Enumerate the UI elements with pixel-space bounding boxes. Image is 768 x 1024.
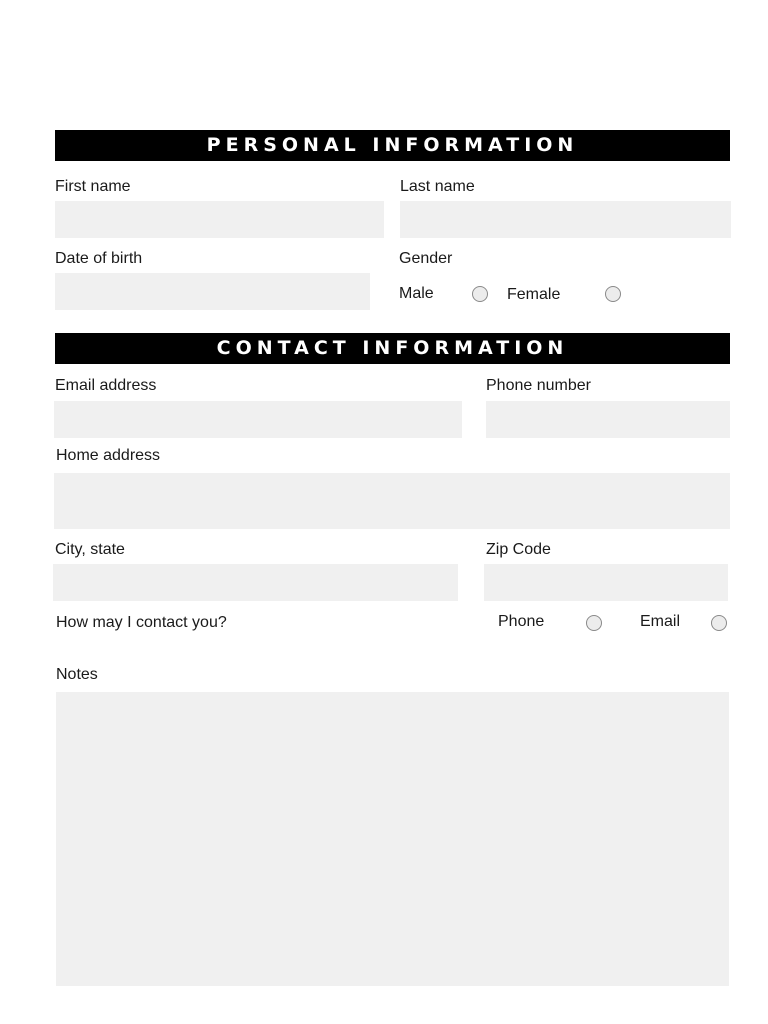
zip-code-input[interactable] xyxy=(484,564,728,601)
city-state-label: City, state xyxy=(55,541,125,558)
city-state-input[interactable] xyxy=(53,564,458,601)
date-of-birth-input[interactable] xyxy=(55,273,370,310)
contact-phone-radio[interactable] xyxy=(586,615,602,631)
gender-option-male-label: Male xyxy=(399,285,434,302)
first-name-label: First name xyxy=(55,178,131,195)
gender-label: Gender xyxy=(399,250,453,267)
home-address-input[interactable] xyxy=(54,473,730,529)
zip-code-label: Zip Code xyxy=(486,541,551,558)
notes-textarea[interactable] xyxy=(56,692,729,986)
last-name-label: Last name xyxy=(400,178,475,195)
contact-email-radio[interactable] xyxy=(711,615,727,631)
home-address-label: Home address xyxy=(56,447,161,464)
gender-female-radio[interactable] xyxy=(605,286,621,302)
email-address-input[interactable] xyxy=(54,401,462,438)
last-name-input[interactable] xyxy=(400,201,731,238)
personal-information-heading: PERSONAL INFORMATION xyxy=(55,130,730,161)
email-address-label: Email address xyxy=(55,377,157,394)
contact-information-heading: CONTACT INFORMATION xyxy=(55,333,730,364)
notes-label: Notes xyxy=(56,666,98,683)
contact-method-label: How may I contact you? xyxy=(56,614,227,631)
first-name-input[interactable] xyxy=(55,201,384,238)
contact-option-phone-label: Phone xyxy=(498,613,545,630)
phone-number-input[interactable] xyxy=(486,401,730,438)
gender-male-radio[interactable] xyxy=(472,286,488,302)
phone-number-label: Phone number xyxy=(486,377,591,394)
date-of-birth-label: Date of birth xyxy=(55,250,143,267)
contact-option-email-label: Email xyxy=(640,613,681,630)
gender-option-female-label: Female xyxy=(507,286,561,303)
